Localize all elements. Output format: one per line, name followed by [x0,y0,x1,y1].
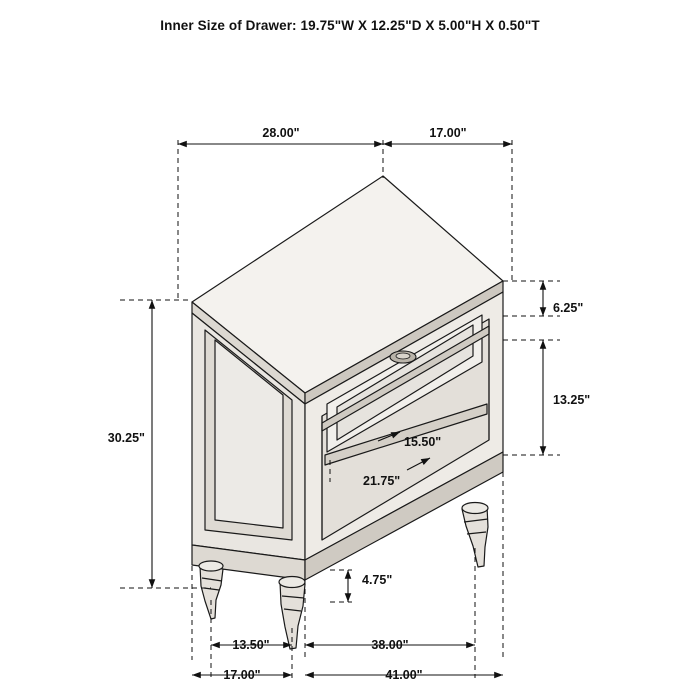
dim-left-height: 30.25" [107,431,145,445]
dim-leg-height: 4.75" [362,573,393,587]
dim-top-right: 17.00" [429,126,467,140]
dim-bottom-right-outer: 41.00" [385,668,423,682]
dim-bottom-left-inner: 13.50" [232,638,270,652]
dim-bottom-right-inner: 38.00" [371,638,409,652]
dim-interior-shelf: 15.50" [404,435,442,449]
dim-bottom-left-outer: 17.00" [223,668,261,682]
page-title: Inner Size of Drawer: 19.75"W X 12.25"D X 5.00"H X 0.50"T [160,18,540,33]
dim-right-upper: 6.25" [553,301,584,315]
dim-interior-depth: 21.75" [363,474,401,488]
dim-top-left: 28.00" [262,126,300,140]
dim-right-lower: 13.25" [553,393,591,407]
